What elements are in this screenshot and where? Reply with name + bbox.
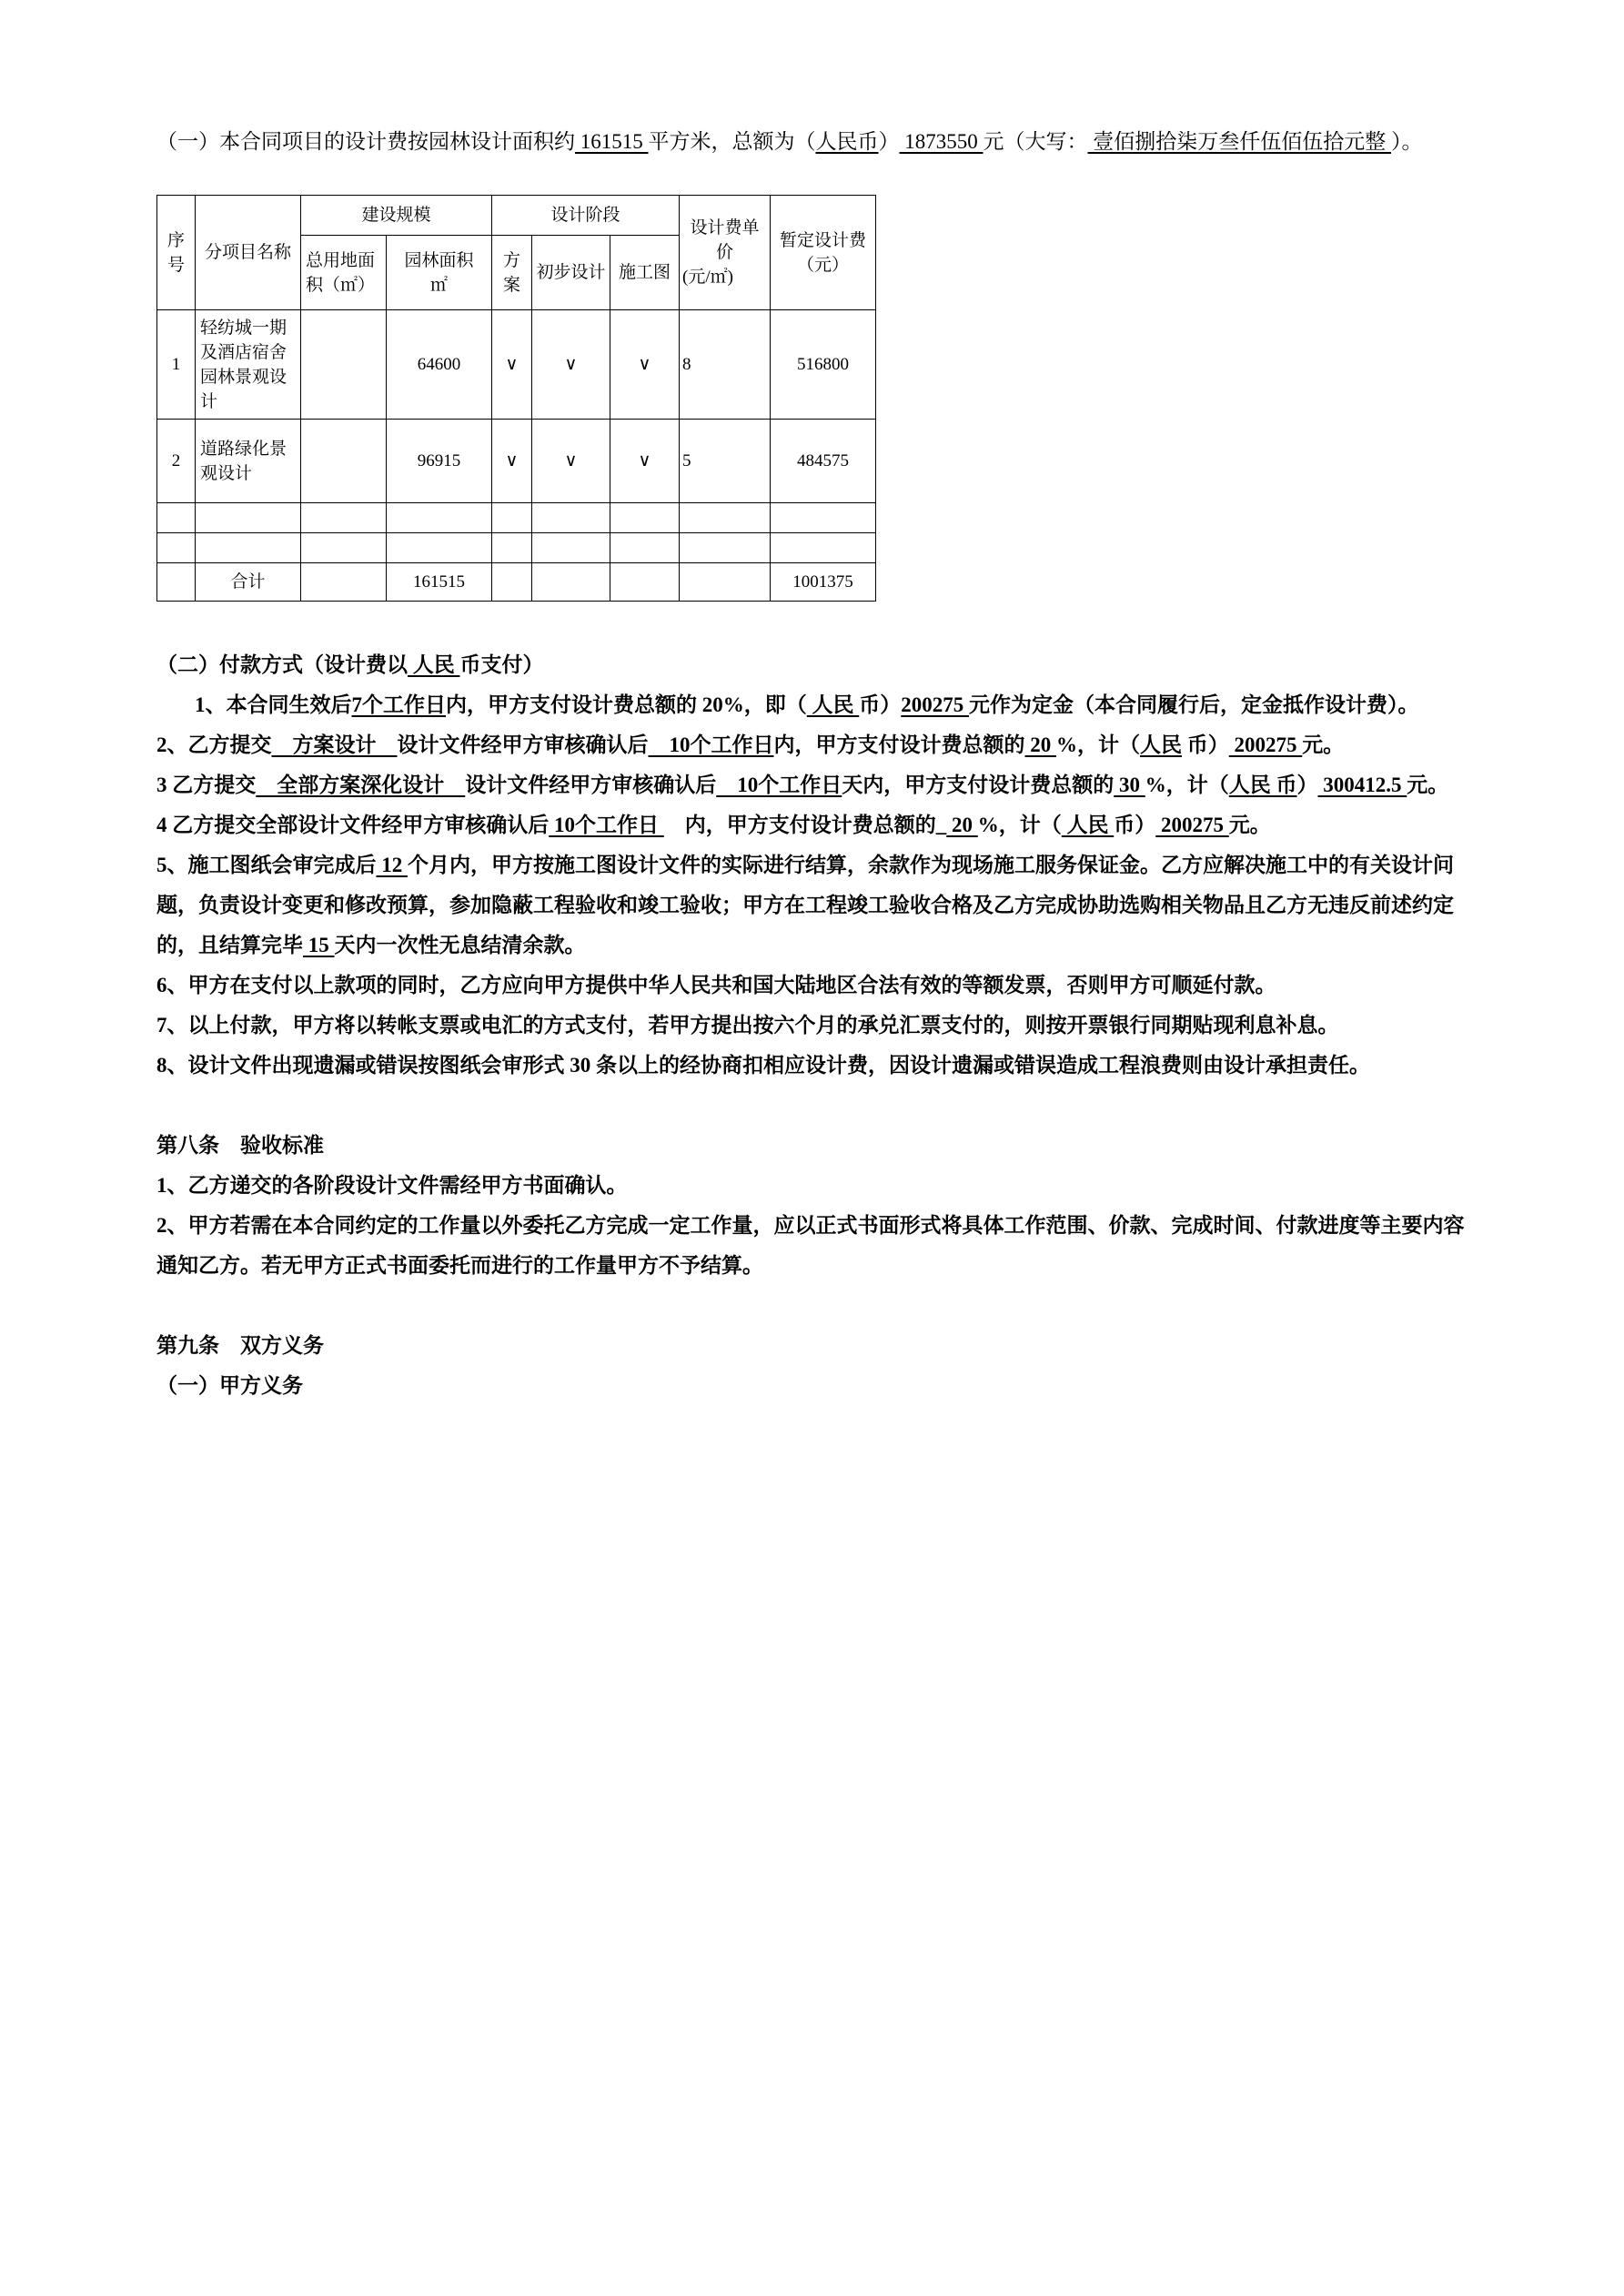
cell-prelim-check: ∨ [532,310,610,420]
cell-garden-area [387,533,492,563]
design-area-value: 161515 [575,130,649,153]
currency-name: 人民 [1140,733,1182,756]
cell-plan-check [492,503,532,533]
cell-fee [771,533,876,563]
article-9-sub: （一）甲方义务 [156,1374,303,1397]
text-segment: 设计费单价 [690,218,760,262]
text-segment: （一）本合同项目的设计费按园林设计面积约 [156,130,575,153]
text-segment: ）。 [1391,130,1423,153]
percent-value: 20 [1024,733,1056,756]
total-fee-capital: 壹佰捌拾柒万叁仟伍佰伍拾元整 [1087,130,1391,153]
cell-plan-check: ∨ [492,420,532,503]
cell-project-name: 道路绿化景观设计 [196,420,301,503]
cell-plan-check [492,533,532,563]
payment-item-5 [156,845,1468,966]
cell-construction-check: ∨ [610,420,680,503]
text-segment: 天内一次性无息结清余款。 [334,934,586,956]
payment-item-4 [156,805,1468,845]
text-segment: ㎡ [430,275,449,295]
cell-land-area [301,310,387,420]
days-value: 15 [303,934,335,956]
text-segment: ） [1296,774,1318,796]
text-segment: (元/㎡) [682,268,733,287]
cell-garden-area: 96915 [387,420,492,503]
working-days-value: 7个工作日 [351,693,446,716]
cell-no [157,563,196,602]
text-segment: 元作为定金（本合同履行后，定金抵作设计费）。 [969,693,1419,716]
currency-name: 人民 [1061,814,1115,836]
text-segment: 园林面积 [404,250,474,270]
cell-fee: 516800 [771,310,876,420]
total-label: 合计 [196,563,301,602]
header-row-groups [157,196,876,236]
percent-value: 20 [946,814,978,836]
text-segment: 币） [859,693,902,716]
payment-item-1 [156,685,1468,725]
cell-project-name [196,503,301,533]
text-segment: 币） [1182,733,1229,756]
table-row [157,420,876,503]
working-days-value: 10个工作日 [648,733,774,756]
cell-unit-price: 5 [680,420,771,503]
text-segment: 个月内，甲方按施工图设计文件的实际进行结算，余款作为现场施工服务保证金。乙方应解决施工中的有关设计问题，负责设计变更和修改预算，参加隐蔽工程验收和竣工验收；甲方在工程竣工验收合格及乙方完成协助选购相关物品且乙方无违反前述约定的，且结算完毕 [156,854,1454,956]
design-fee-intro [156,122,1468,162]
text-segment: 币支付） [459,653,544,676]
payment-item-2 [156,725,1468,765]
amount-value: 200275 [1228,733,1303,756]
stage-name-value: 方案设计 [271,733,398,756]
text-segment: 内，甲方支付设计费总额的_ [663,814,947,836]
cell-no: 2 [157,420,196,503]
col-header-fee [771,196,876,310]
cell-garden-area [387,503,492,533]
text-segment: 天内，甲方支付设计费总额的 [842,774,1115,796]
working-days-value: 10个工作日 [716,774,842,796]
text-segment: %，计（ [977,814,1062,836]
text-segment: 平方米，总额为（ [648,130,816,153]
percent-value: 30 [1114,774,1145,796]
text-segment: 元（大写： [983,130,1088,153]
amount-value: 300412.5 [1317,774,1407,796]
text-segment: %，计（ [1056,733,1140,756]
payment-item-8: 8、设计文件出现遗漏或错误按图纸会审形式 30 条以上的经协商扣相应设计费，因设计遗漏或错误造成工程浪费则由设计承担责任。 [156,1054,1370,1077]
col-header-prelim: 初步设计 [532,236,610,310]
table-row [157,533,876,563]
col-header-unit-price [680,196,771,310]
text-segment: ） [878,130,900,153]
table-row [157,503,876,533]
col-header-plan: 方案 [492,236,532,310]
cell-no: 1 [157,310,196,420]
deposit-amount-value: 200275 [901,693,969,716]
table-row [157,310,876,420]
currency-name: 人民币 [815,130,879,153]
cell-construction-check [610,563,680,602]
cell-plan-check: ∨ [492,310,532,420]
cell-land-area [301,503,387,533]
article-9-title: 第九条 双方义务 [156,1334,324,1357]
payment-item-3 [156,765,1468,805]
total-fee: 1001375 [771,563,876,602]
total-fee-value: 1873550 [899,130,983,153]
text-segment: 设计文件经甲方审核确认后 [397,733,649,756]
text-segment: 1、本合同生效后 [195,693,352,716]
payment-heading [156,645,1468,685]
cell-no [157,503,196,533]
text-segment: （元） [797,255,850,275]
article-8-item-2: 2、甲方若需在本合同约定的工作量以外委托乙方完成一定工作量，应以正式书面形式将具体工作范围、价款、完成时间、付款进度等主要内容通知乙方。若无甲方正式书面委托而进行的工作量甲方不予结算。 [156,1214,1465,1277]
text-segment: %，计（ [1145,774,1229,796]
text-segment: 暂定设计费 [780,230,867,250]
cell-no [157,533,196,563]
text-segment: 2、乙方提交 [156,733,272,756]
cell-unit-price [680,503,771,533]
stage-name-value: 全部方案深化设计 [256,774,466,796]
cell-prelim-check [532,533,610,563]
payment-section [156,645,1468,1406]
cell-land-area [301,563,387,602]
col-group-stage: 设计阶段 [492,196,680,236]
article-8-title: 第八条 验收标准 [156,1134,324,1157]
col-header-land-area: 总用地面积（㎡） [301,236,387,310]
cell-construction-check [610,503,680,533]
text-segment: 5、施工图纸会审完成后 [156,854,377,876]
total-garden-area: 161515 [387,563,492,602]
currency-name: 人民 [408,653,460,676]
cell-construction-check [610,533,680,563]
text-segment: 币） [1114,814,1156,836]
cell-unit-price: 8 [680,310,771,420]
currency-name: 人民 [806,693,860,716]
text-segment: 3 乙方提交 [156,774,257,796]
text-segment: 元。 [1407,774,1449,796]
working-days-value: 10个工作日 [549,814,664,836]
cell-fee: 484575 [771,420,876,503]
col-header-no: 序号 [157,196,196,310]
cell-project-name: 轻纺城一期及酒店宿舍园林景观设计 [196,310,301,420]
amount-value: 200275 [1155,814,1229,836]
col-group-scale: 建设规模 [301,196,492,236]
article-8-item-1: 1、乙方递交的各阶段设计文件需经甲方书面确认。 [156,1174,628,1197]
cell-unit-price [680,563,771,602]
cell-prelim-check: ∨ [532,420,610,503]
cell-project-name [196,533,301,563]
cell-unit-price [680,533,771,563]
text-segment: 内，甲方支付设计费总额的 20%，即（ [446,693,807,716]
text-segment: 内，甲方支付设计费总额的 [773,733,1025,756]
text-segment: 元。 [1302,733,1345,756]
col-header-name: 分项目名称 [196,196,301,310]
payment-item-6: 6、甲方在支付以上款项的同时，乙方应向甲方提供中华人民共和国大陆地区合法有效的等额发票，否则甲方可顺延付款。 [156,974,1276,996]
total-row [157,563,876,602]
fee-table [156,195,876,602]
col-header-construction: 施工图 [610,236,680,310]
months-value: 12 [376,854,408,876]
currency-name: 人民 币 [1228,774,1297,796]
cell-garden-area: 64600 [387,310,492,420]
cell-prelim-check [532,503,610,533]
cell-prelim-check [532,563,610,602]
text-segment: 元。 [1228,814,1271,836]
text-segment: （二）付款方式（设计费以 [156,653,408,676]
cell-construction-check: ∨ [610,310,680,420]
cell-land-area [301,420,387,503]
cell-plan-check [492,563,532,602]
cell-fee [771,503,876,533]
payment-item-7: 7、以上付款，甲方将以转帐支票或电汇的方式支付，若甲方提出按六个月的承兑汇票支付的，则按开票银行同期贴现利息补息。 [156,1014,1339,1037]
text-segment: 设计文件经甲方审核确认后 [465,774,717,796]
col-header-garden-area [387,236,492,310]
cell-land-area [301,533,387,563]
text-segment: 4 乙方提交全部设计文件经甲方审核确认后 [156,814,550,836]
